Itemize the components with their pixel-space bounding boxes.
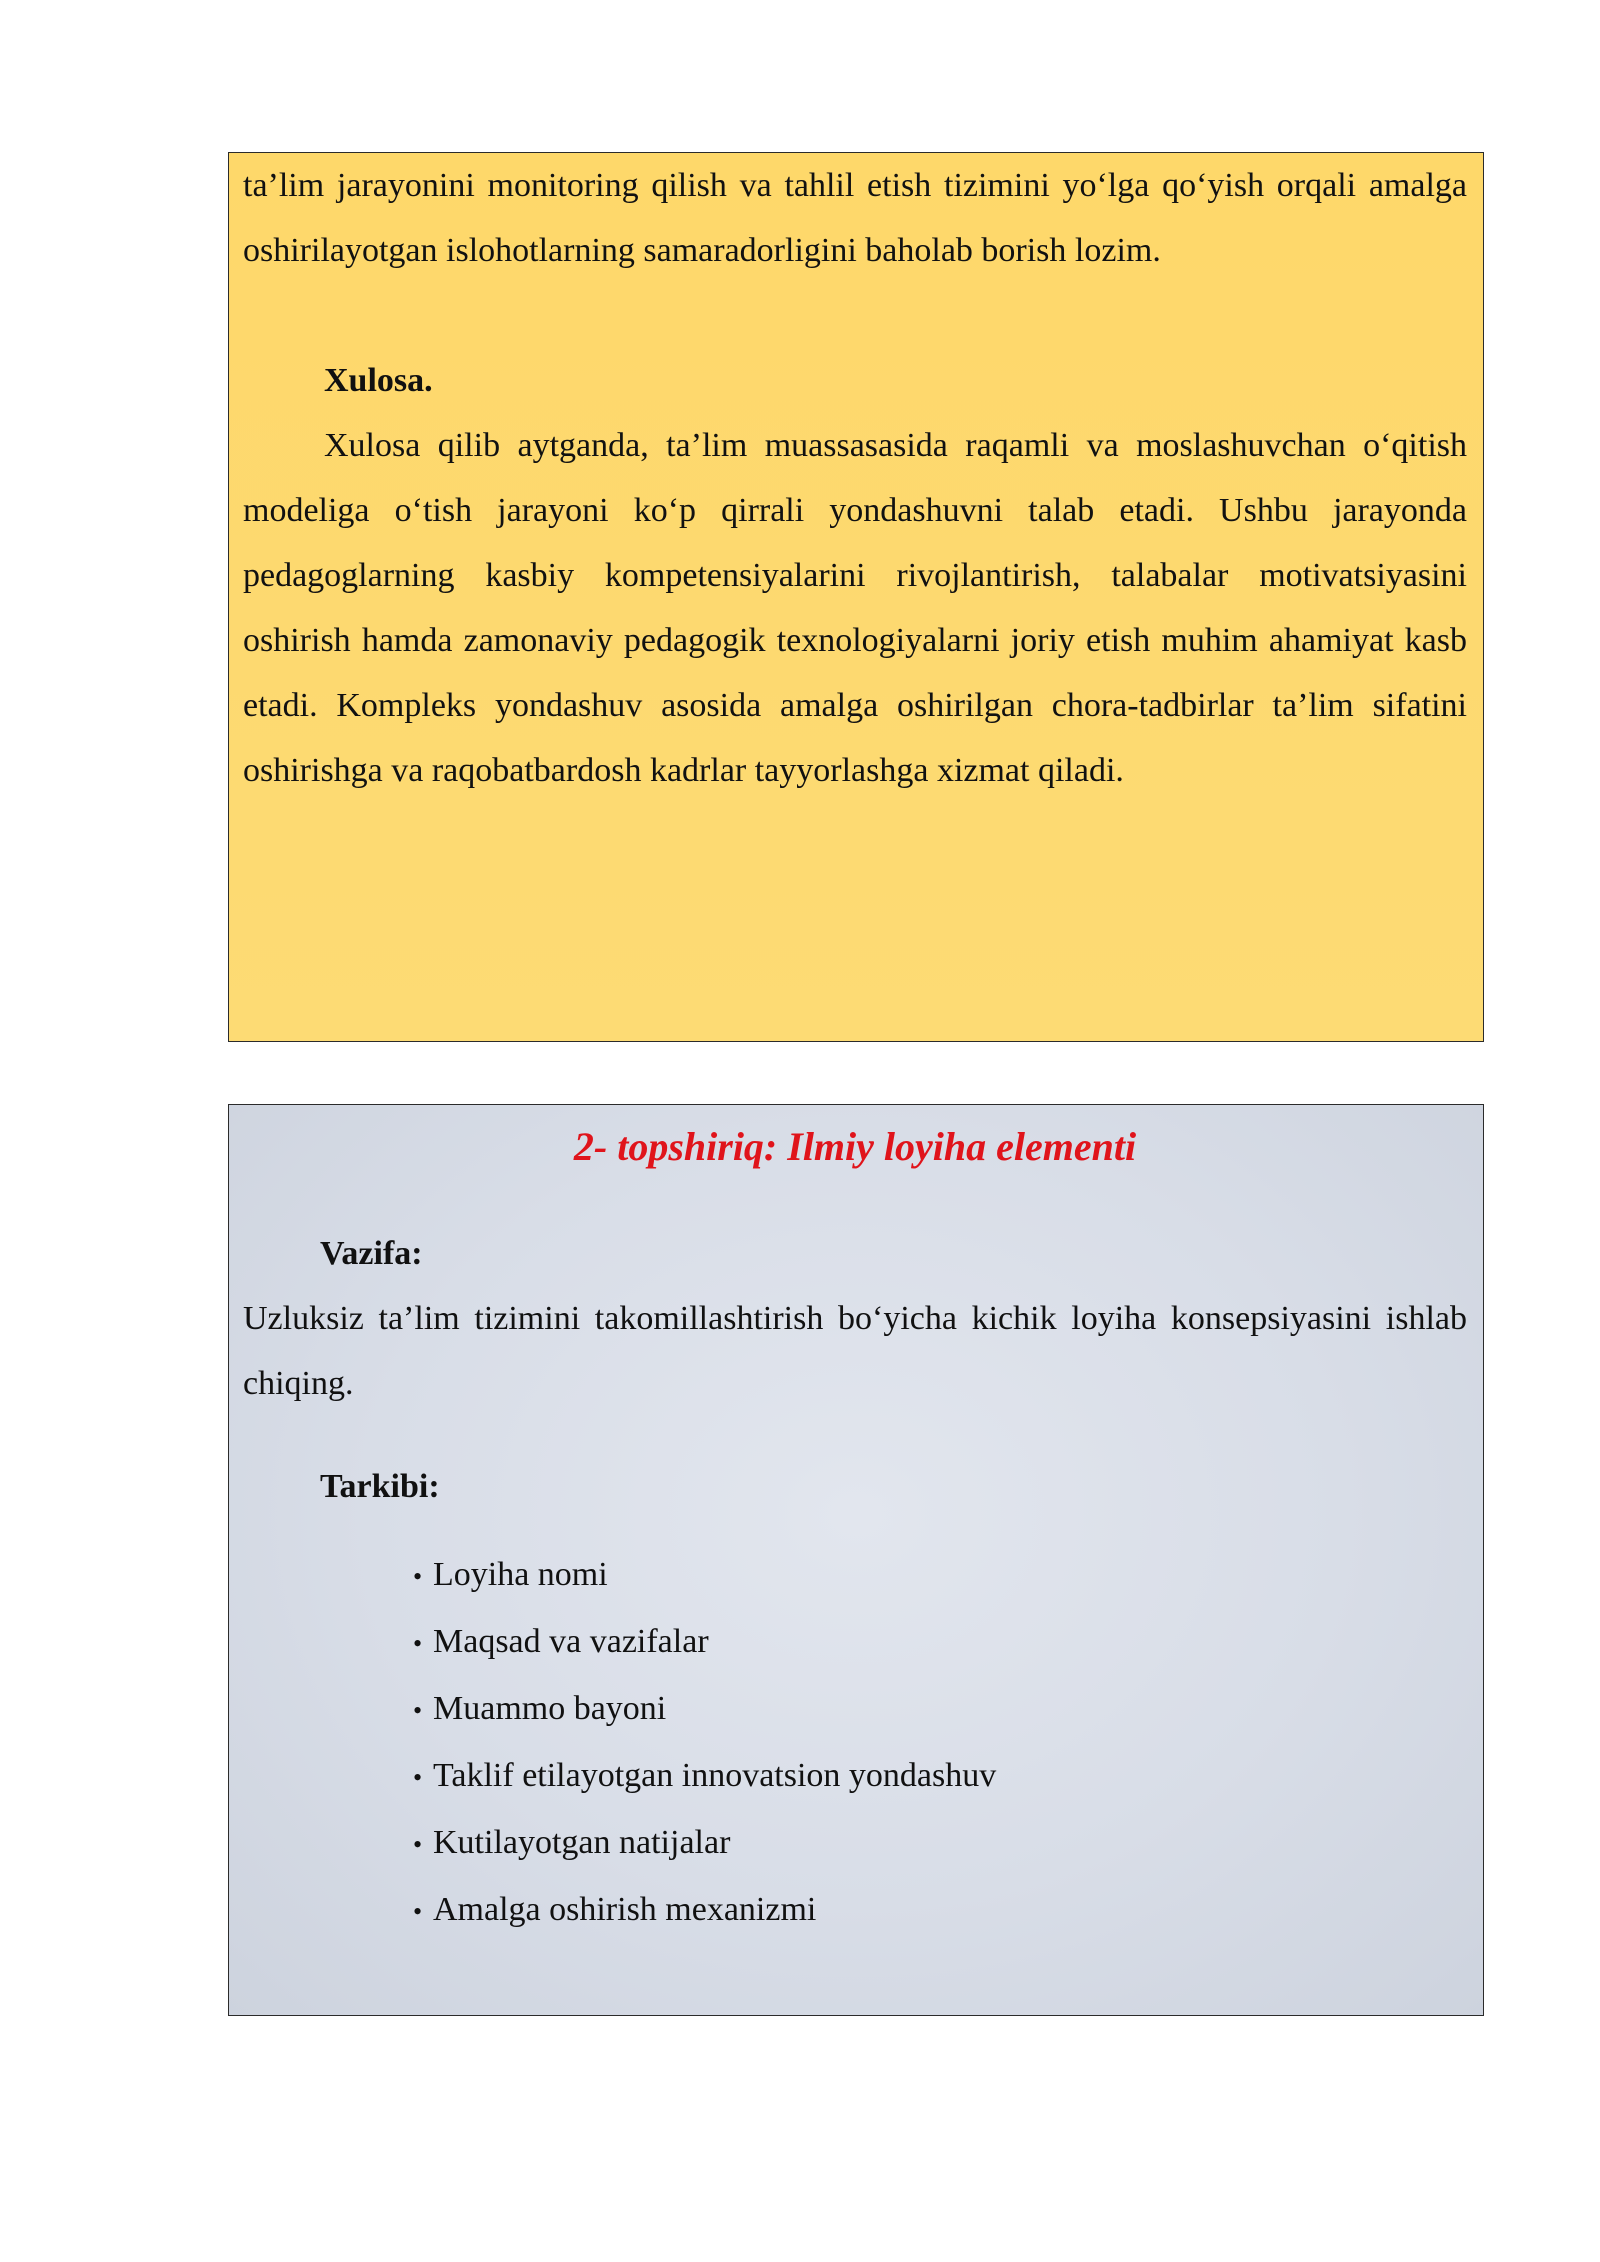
components-list [413,1542,996,1944]
task-title: 2- topshiriq: Ilmiy loyiha elementi [573,1124,1137,1169]
task-content [243,1119,1467,1519]
bullet-icon: • [413,1629,423,1658]
task-box [228,1104,1484,2016]
list-item-label: Loyiha nomi [433,1556,608,1593]
list-item-label: Kutilayotgan natijalar [433,1824,731,1861]
conclusion-paragraph: Xulosa qilib aytganda, ta’lim muassasasida raqamli va moslashuvchan o‘qitish modeliga o‘tish jarayoni ko‘p qirrali yondashuvni talab etadi. Ushbu jarayonda pedagoglarning kasbiy kompetensiyalarini rivojlantirish, talabalar motivatsiyasini oshirish hamda zamonaviy pedagogik texnologiyalarni joriy etish muhim ahamiyat kasb etadi. Kompleks yondashuv asosida amalga oshirilgan chora-tadbirlar ta’lim sifatini oshirishga va raqobatbardosh kadrlar tayyorlashga xizmat qiladi. [243,427,1467,789]
components-heading: Tarkibi: [320,1468,440,1505]
list-item-label: Amalga oshirish mexanizmi [433,1891,817,1928]
conclusion-box [228,152,1484,1042]
bullet-icon: • [413,1897,423,1926]
list-item [413,1609,996,1676]
bullet-icon: • [413,1696,423,1725]
list-item [413,1676,996,1743]
bullet-icon: • [413,1763,423,1792]
list-item-label: Maqsad va vazifalar [433,1623,709,1660]
list-item [413,1877,996,1944]
list-item-label: Muammo bayoni [433,1690,667,1727]
conclusion-heading: Xulosa. [324,362,433,399]
list-item [413,1810,996,1877]
bullet-icon: • [413,1562,423,1591]
conclusion-content [243,153,1467,803]
task-heading: Vazifa: [320,1235,423,1272]
task-paragraph: Uzluksiz ta’lim tizimini takomillashtirish bo‘yicha kichik loyiha konsepsiyasini ishlab chiqing. [243,1300,1467,1402]
list-item [413,1743,996,1810]
continuation-paragraph: ta’lim jarayonini monitoring qilish va tahlil etish tizimini yo‘lga qo‘yish orqali amalga oshirilayotgan islohotlarning samaradorligini baholab borish lozim. [243,167,1467,269]
list-item-label: Taklif etilayotgan innovatsion yondashuv [433,1757,997,1794]
list-item [413,1542,996,1609]
bullet-icon: • [413,1830,423,1859]
